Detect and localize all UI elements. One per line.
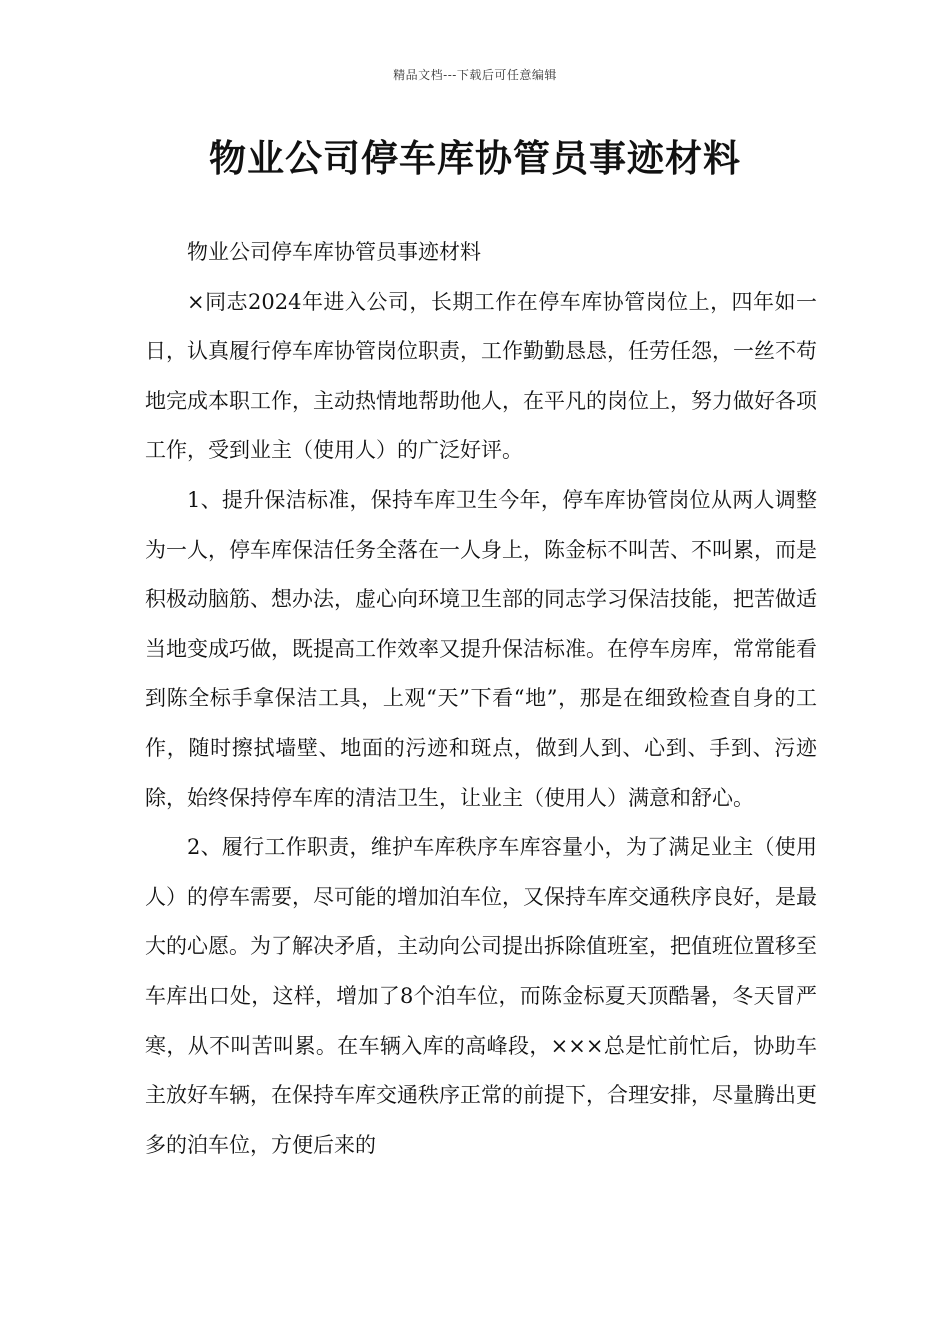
paragraph-section-2: 2、履行工作职责，维护车库秩序车库容量小，为了满足业主（使用人）的停车需要，尽可能的增加泊车位，又保持车库交通秩序良好，是最大的心愿。为了解决矛盾，主动向公司提出拆除值班室，把值班位置移至车库出口处，这样，增加了8个泊车位，而陈金标夏天顶酷暑，冬天冒严寒，从不叫苦叫累。在车辆入库的高峰段，×××总是忙前忙后，协助车主放好车辆，在保持车库交通秩序正常的前提下，合理安排，尽量腾出更多的泊车位，方便后来的 [145, 835, 817, 1157]
document-body [145, 228, 817, 1170]
header-note: 精品文档---下载后可任意编辑 [393, 68, 557, 82]
paragraph-subtitle: 物业公司停车库协管员事迹材料 [187, 240, 481, 264]
paragraph-intro: ×同志2024年进入公司，长期工作在停车库协管岗位上，四年如一日，认真履行停车库协管岗位职责，工作勤勤恳恳，任劳任怨，一丝不苟地完成本职工作，主动热情地帮助他人，在平凡的岗位上，努力做好各项工作，受到业主（使用人）的广泛好评。 [145, 289, 817, 463]
paragraph-section-1: 1、提升保洁标准，保持车库卫生今年，停车库协管岗位从两人调整为一人，停车库保洁任务全落在一人身上，陈金标不叫苦、不叫累，而是积极动脑筋、想办法，虚心向环境卫生部的同志学习保洁技能，把苦做适当地变成巧做，既提高工作效率又提升保洁标准。在停车房库，常常能看到陈全标手拿保洁工具，上观“天”下看“地”，那是在细致检查自身的工作，随时擦拭墙壁、地面的污迹和斑点，做到人到、心到、手到、污迹除，始终保持停车库的清洁卫生，让业主（使用人）满意和舒心。 [145, 487, 817, 810]
document-title: 物业公司停车库协管员事迹材料 [209, 136, 741, 180]
